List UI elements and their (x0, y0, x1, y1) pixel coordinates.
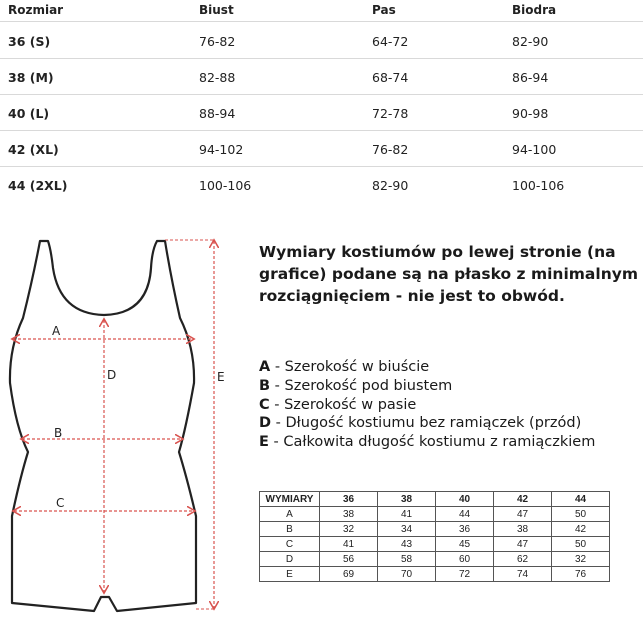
legend-key: C (259, 396, 270, 413)
legend-key: D (259, 415, 272, 432)
divider (0, 58, 643, 59)
row-pas: 82-90 (372, 178, 409, 193)
divider (0, 21, 643, 22)
table-cell: 47 (494, 537, 552, 552)
description: Wymiary kostiumów po lewej stronie (na grafice) podane są na płasko z minimalnym rozciągnięciem - nie jest to obwód. (259, 243, 638, 305)
table-row (260, 522, 610, 537)
row-size: 40 (L) (8, 106, 50, 121)
table-cell: 47 (494, 507, 552, 522)
table-cell: 38 (494, 522, 552, 537)
divider (0, 130, 643, 131)
table-cell: B (260, 522, 320, 537)
table-cell: 58 (378, 552, 436, 567)
header-biust: Biust (199, 3, 234, 17)
table-cell: 76 (552, 567, 610, 582)
table-header-row (260, 492, 610, 507)
label-d: D (107, 368, 117, 382)
row-size: 38 (M) (8, 70, 54, 85)
table-cell: 70 (378, 567, 436, 582)
table-cell: 36 (436, 522, 494, 537)
table-cell: 56 (320, 552, 378, 567)
legend-item-e (259, 433, 595, 452)
table-cell: 69 (320, 567, 378, 582)
header-cell: 42 (494, 492, 552, 507)
table-cell: 62 (494, 552, 552, 567)
measurements-table (259, 491, 610, 582)
row-size: 36 (S) (8, 34, 51, 49)
legend-item-d (259, 414, 595, 433)
legend-item-c (259, 396, 595, 415)
table-cell: 44 (436, 507, 494, 522)
table-cell: 32 (320, 522, 378, 537)
table-cell: 72 (436, 567, 494, 582)
label-c: C (56, 496, 65, 510)
label-e: E (217, 370, 225, 384)
table-cell: 32 (552, 552, 610, 567)
table-cell: 34 (378, 522, 436, 537)
legend-text: - Szerokość w biuście (270, 359, 430, 375)
header-biodra: Biodra (512, 3, 557, 17)
table-row (260, 537, 610, 552)
legend-text: - Długość kostiumu bez ramiączek (przód) (271, 415, 582, 432)
legend-text: - Całkowita długość kostiumu z ramiączkiem (268, 434, 596, 451)
header-cell: 38 (378, 492, 436, 507)
row-pas: 72-78 (372, 106, 409, 121)
legend-text: - Szerokość pod biustem (270, 377, 453, 394)
table-row (260, 567, 610, 582)
row-biodra: 90-98 (512, 106, 549, 121)
legend-text: - Szerokość w pasie (269, 396, 417, 413)
table-cell: 60 (436, 552, 494, 567)
row-biust: 76-82 (199, 34, 236, 49)
measurement-legend (259, 358, 595, 452)
label-a: A (52, 324, 61, 338)
row-pas: 64-72 (372, 34, 409, 49)
label-b: B (54, 426, 63, 440)
header-cell: WYMIARY (260, 492, 320, 507)
table-cell: 50 (552, 537, 610, 552)
row-size: 44 (2XL) (8, 178, 68, 193)
table-cell: 42 (552, 522, 610, 537)
table-cell: 45 (436, 537, 494, 552)
header-cell: 36 (320, 492, 378, 507)
row-pas: 76-82 (372, 142, 409, 157)
table-cell: A (260, 507, 320, 522)
header-pas: Pas (372, 3, 396, 17)
table-cell: D (260, 552, 320, 567)
row-size: 42 (XL) (8, 142, 59, 157)
table-cell: E (260, 567, 320, 582)
legend-key: B (259, 377, 271, 394)
legend-key: E (259, 434, 269, 451)
divider (0, 94, 643, 95)
header-cell: 40 (436, 492, 494, 507)
header-cell: 44 (552, 492, 610, 507)
header-rozmiar: Rozmiar (8, 3, 64, 17)
row-pas: 68-74 (372, 70, 409, 85)
swimsuit-outline (10, 241, 196, 611)
table-row (260, 552, 610, 567)
row-biodra: 86-94 (512, 70, 549, 85)
row-biodra: 82-90 (512, 34, 549, 49)
table-cell: 41 (320, 537, 378, 552)
table-row (260, 507, 610, 522)
row-biust: 100-106 (199, 178, 252, 193)
row-biodra: 100-106 (512, 178, 565, 193)
legend-item-a (259, 358, 595, 377)
legend-key: A (259, 359, 271, 375)
table-cell: 43 (378, 537, 436, 552)
divider (0, 166, 643, 167)
table-cell: 38 (320, 507, 378, 522)
table-cell: C (260, 537, 320, 552)
row-biust: 82-88 (199, 70, 236, 85)
row-biust: 88-94 (199, 106, 236, 121)
swimsuit-diagram (0, 228, 250, 626)
table-cell: 50 (552, 507, 610, 522)
row-biust: 94-102 (199, 142, 244, 157)
table-cell: 41 (378, 507, 436, 522)
table-cell: 74 (494, 567, 552, 582)
row-biodra: 94-100 (512, 142, 557, 157)
legend-item-b (259, 377, 595, 396)
